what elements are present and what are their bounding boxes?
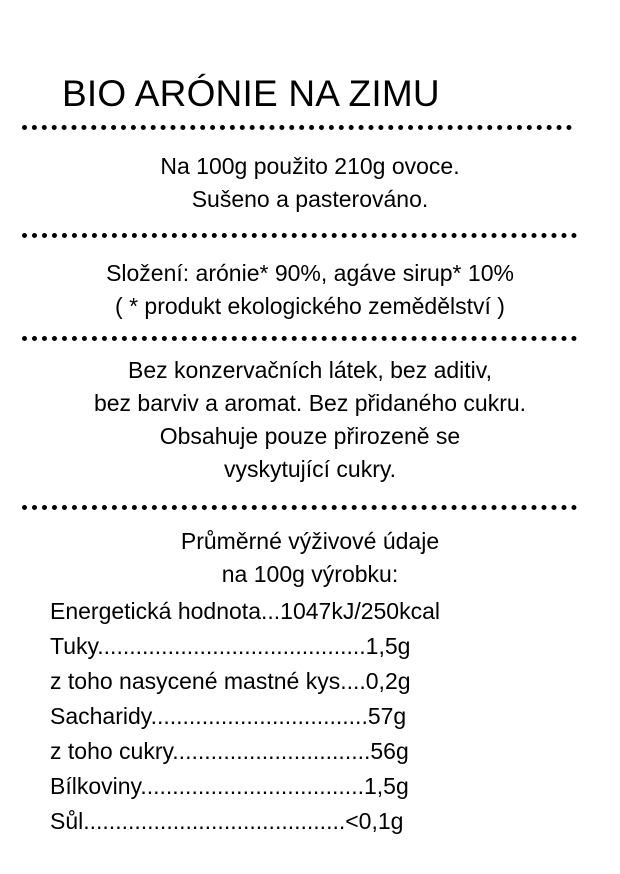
notice-section — [0, 354, 620, 486]
notice-line-3: Obsahuje pouze přirozeně se — [159, 423, 461, 449]
nutrition-row-salt: Sůl.........................................<0,1g — [50, 808, 404, 834]
composition-line-1: Složení: arónie* 90%, agáve sirup* 10% — [106, 260, 514, 286]
dotted-divider — [22, 125, 572, 130]
nutrition-row-carbohydrates: Sacharidy..................................57g — [50, 703, 407, 729]
notice-line-1: Bez konzervačních látek, bez aditiv, — [128, 357, 492, 383]
nutrition-row-sugars: z toho cukry...............................56g — [50, 738, 409, 764]
dotted-divider — [22, 336, 577, 341]
nutrition-heading-line-2: na 100g výrobku: — [221, 561, 399, 587]
nutrition-heading — [0, 525, 620, 591]
notice-line-4: vyskytující cukry. — [223, 456, 397, 482]
product-title: BIO ARÓNIE NA ZIMU — [62, 73, 440, 114]
info-section — [0, 150, 620, 216]
nutrition-row-protein: Bílkoviny...................................1,5g — [50, 773, 409, 799]
dotted-divider — [22, 505, 577, 510]
notice-line-2: bez barviv a aromat. Bez přidaného cukru. — [93, 390, 527, 416]
composition-section — [0, 257, 620, 323]
composition-line-2: ( * produkt ekologického zemědělství ) — [115, 293, 505, 319]
nutrition-row-saturated-fat: z toho nasycené mastné kys....0,2g — [50, 668, 411, 694]
nutrition-row-fat: Tuky..........................................1,5g — [50, 633, 411, 659]
nutrition-heading-line-1: Průměrné výživové údaje — [180, 528, 440, 554]
dotted-divider — [22, 233, 577, 238]
info-line-1: Na 100g použito 210g ovoce. — [160, 153, 460, 179]
info-line-2: Sušeno a pasterováno. — [191, 186, 429, 212]
nutrition-row-energy: Energetická hodnota...1047kJ/250kcal — [50, 598, 440, 624]
